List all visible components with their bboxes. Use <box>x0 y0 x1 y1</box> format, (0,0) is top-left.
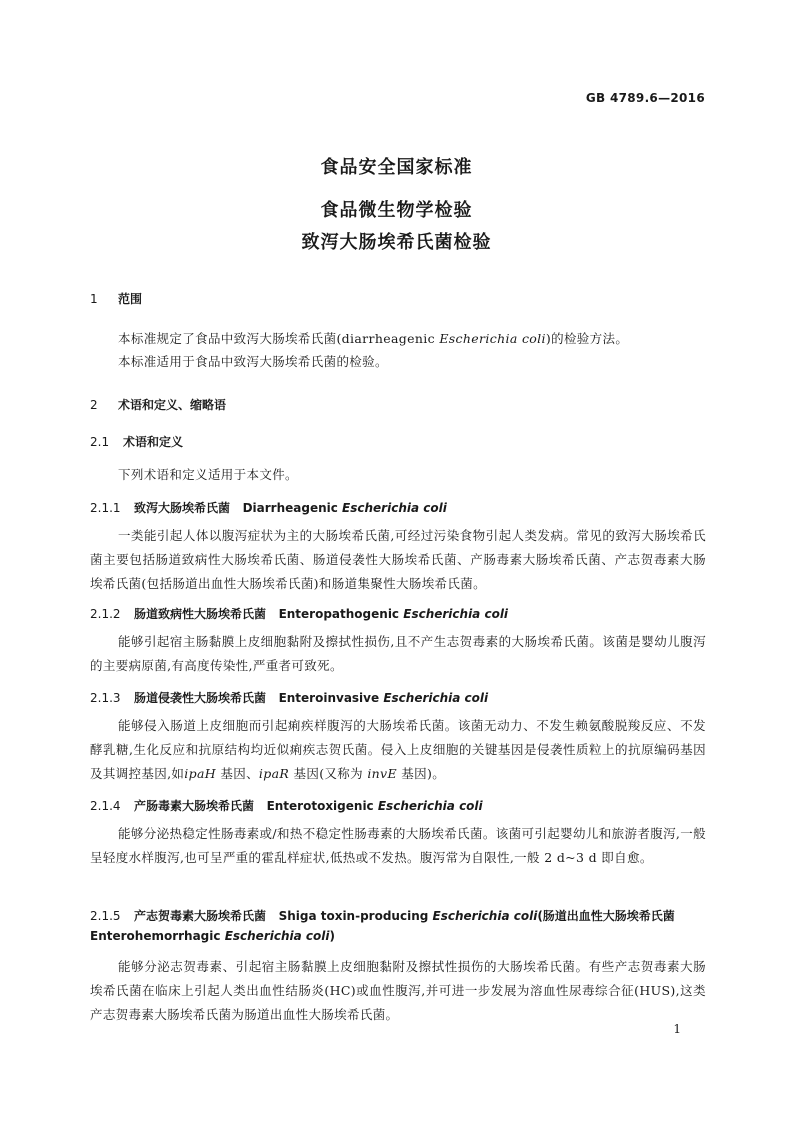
term-en: Shiga toxin-producing <box>278 909 429 923</box>
term-cn: 肠道致病性大肠埃希氏菌 <box>134 607 267 621</box>
section-title: 范围 <box>118 292 143 306</box>
term-en: Enteropathogenic <box>278 607 400 621</box>
text-run: 基因(又称为 <box>289 766 368 781</box>
section-number: 2.1.4 <box>90 799 121 813</box>
text-run: 基因、 <box>216 766 259 781</box>
section-2-heading <box>90 397 706 413</box>
term-en: Diarrheagenic <box>242 501 338 515</box>
section-number: 2.1.5 <box>90 909 121 923</box>
title-line-1: 食品安全国家标准 <box>320 157 473 178</box>
section-2-1-2-heading <box>90 606 706 622</box>
term-italic: Escherichia coli <box>342 501 447 515</box>
section-2-1-2-body: 能够引起宿主肠黏膜上皮细胞黏附及擦拭性损伤,且不产生志贺毒素的大肠埃希氏菌。该菌是婴幼儿腹泻的主要病原菌,有高度传染性,严重者可致死。 <box>90 634 706 673</box>
term-cn: 产志贺毒素大肠埃希氏菌 <box>134 909 267 923</box>
title-line-3: 致泻大肠埃希氏菌检验 <box>301 232 492 253</box>
section-2-1-4-body: 能够分泌热稳定性肠毒素或/和热不稳定性肠毒素的大肠埃希氏菌。该菌可引起婴幼儿和旅游者腹泻,一般呈轻度水样腹泻,也可呈严重的霍乱样症状,低热或不发热。腹泻常为自限性,一般 2 d~3 d 即自愈。 <box>90 826 706 865</box>
term-italic: Escherichia coli <box>224 929 330 943</box>
section-2-1-3-heading <box>90 690 706 706</box>
text-run: 能够侵入肠道上皮细胞而引起痢疾样腹泻的大肠埃希氏菌。该菌无动力、不发生赖氨酸脱羧反应、不发酵乳糖,生化反应和抗原结构均近似痢疾志贺氏菌。侵入上皮细胞的关键基因是侵袭性质粒上的抗原编码基因及其调控基因,如 <box>90 718 706 781</box>
section-1-para-1 <box>90 327 706 351</box>
section-2-1-5-heading <box>90 906 706 946</box>
italic-term: Escherichia coli <box>439 331 546 346</box>
section-number: 2.1.3 <box>90 691 121 705</box>
section-number: 2.1.2 <box>90 607 121 621</box>
section-2-1-heading <box>90 434 706 450</box>
term-cn: 致泻大肠埃希氏菌 <box>134 501 231 515</box>
term-en: Enterotoxigenic <box>266 799 374 813</box>
gene-name: ipaH <box>184 766 217 781</box>
term-alias: (肠道出血性大肠埃希氏菌 <box>537 909 675 923</box>
section-1-para-2: 本标准适用于食品中致泻大肠埃希氏菌的检验。 <box>118 354 388 369</box>
section-2-1-1-heading <box>90 500 706 516</box>
standard-code: GB 4789.6—2016 <box>585 91 705 105</box>
text-run: 基因)。 <box>396 766 446 781</box>
term-italic: Escherichia coli <box>432 909 538 923</box>
term-italic: Escherichia coli <box>403 607 509 621</box>
section-2-1-para: 下列术语和定义适用于本文件。 <box>118 467 298 482</box>
term-alias-close: ) <box>329 929 335 943</box>
section-2-1-3-body <box>90 714 706 786</box>
section-1-heading <box>90 291 706 307</box>
section-number: 2 <box>90 398 98 412</box>
gene-name: invE <box>367 766 397 781</box>
term-en: Enterohemorrhagic <box>90 929 221 943</box>
section-number: 2.1 <box>90 435 110 449</box>
term-italic: Escherichia coli <box>383 691 489 705</box>
section-2-1-5-body: 能够分泌志贺毒素、引起宿主肠黏膜上皮细胞黏附及擦拭性损伤的大肠埃希氏菌。有些产志贺毒素大肠埃希氏菌在临床上引起人类出血性结肠炎(HC)或血性腹泻,并可进一步发展为溶血性尿毒综合征(HUS),这类产志贺毒素大肠埃希氏菌为肠道出血性大肠埃希氏菌。 <box>90 959 706 1022</box>
text-run: )的检验方法。 <box>545 331 629 346</box>
term-cn: 产肠毒素大肠埃希氏菌 <box>134 799 255 813</box>
term-cn: 肠道侵袭性大肠埃希氏菌 <box>134 691 267 705</box>
section-2-1-4-heading <box>90 798 706 814</box>
section-title: 术语和定义 <box>123 435 184 449</box>
gene-name: ipaR <box>258 766 290 781</box>
term-italic: Escherichia coli <box>377 799 483 813</box>
section-title: 术语和定义、缩略语 <box>118 398 227 412</box>
text-run: 本标准规定了食品中致泻大肠埃希氏菌(diarrheagenic <box>118 331 440 346</box>
section-number: 2.1.1 <box>90 501 121 515</box>
page-number: 1 <box>673 1022 681 1036</box>
section-number: 1 <box>90 292 98 306</box>
term-en: Enteroinvasive <box>278 691 380 705</box>
section-2-1-1-body: 一类能引起人体以腹泻症状为主的大肠埃希氏菌,可经过污染食物引起人类发病。常见的致泻大肠埃希氏菌主要包括肠道致病性大肠埃希氏菌、肠道侵袭性大肠埃希氏菌、产肠毒素大肠埃希氏菌、产志贺毒素大肠埃希氏菌(包括肠道出血性大肠埃希氏菌)和肠道集聚性大肠埃希氏菌。 <box>90 528 706 591</box>
title-line-2: 食品微生物学检验 <box>320 200 473 221</box>
